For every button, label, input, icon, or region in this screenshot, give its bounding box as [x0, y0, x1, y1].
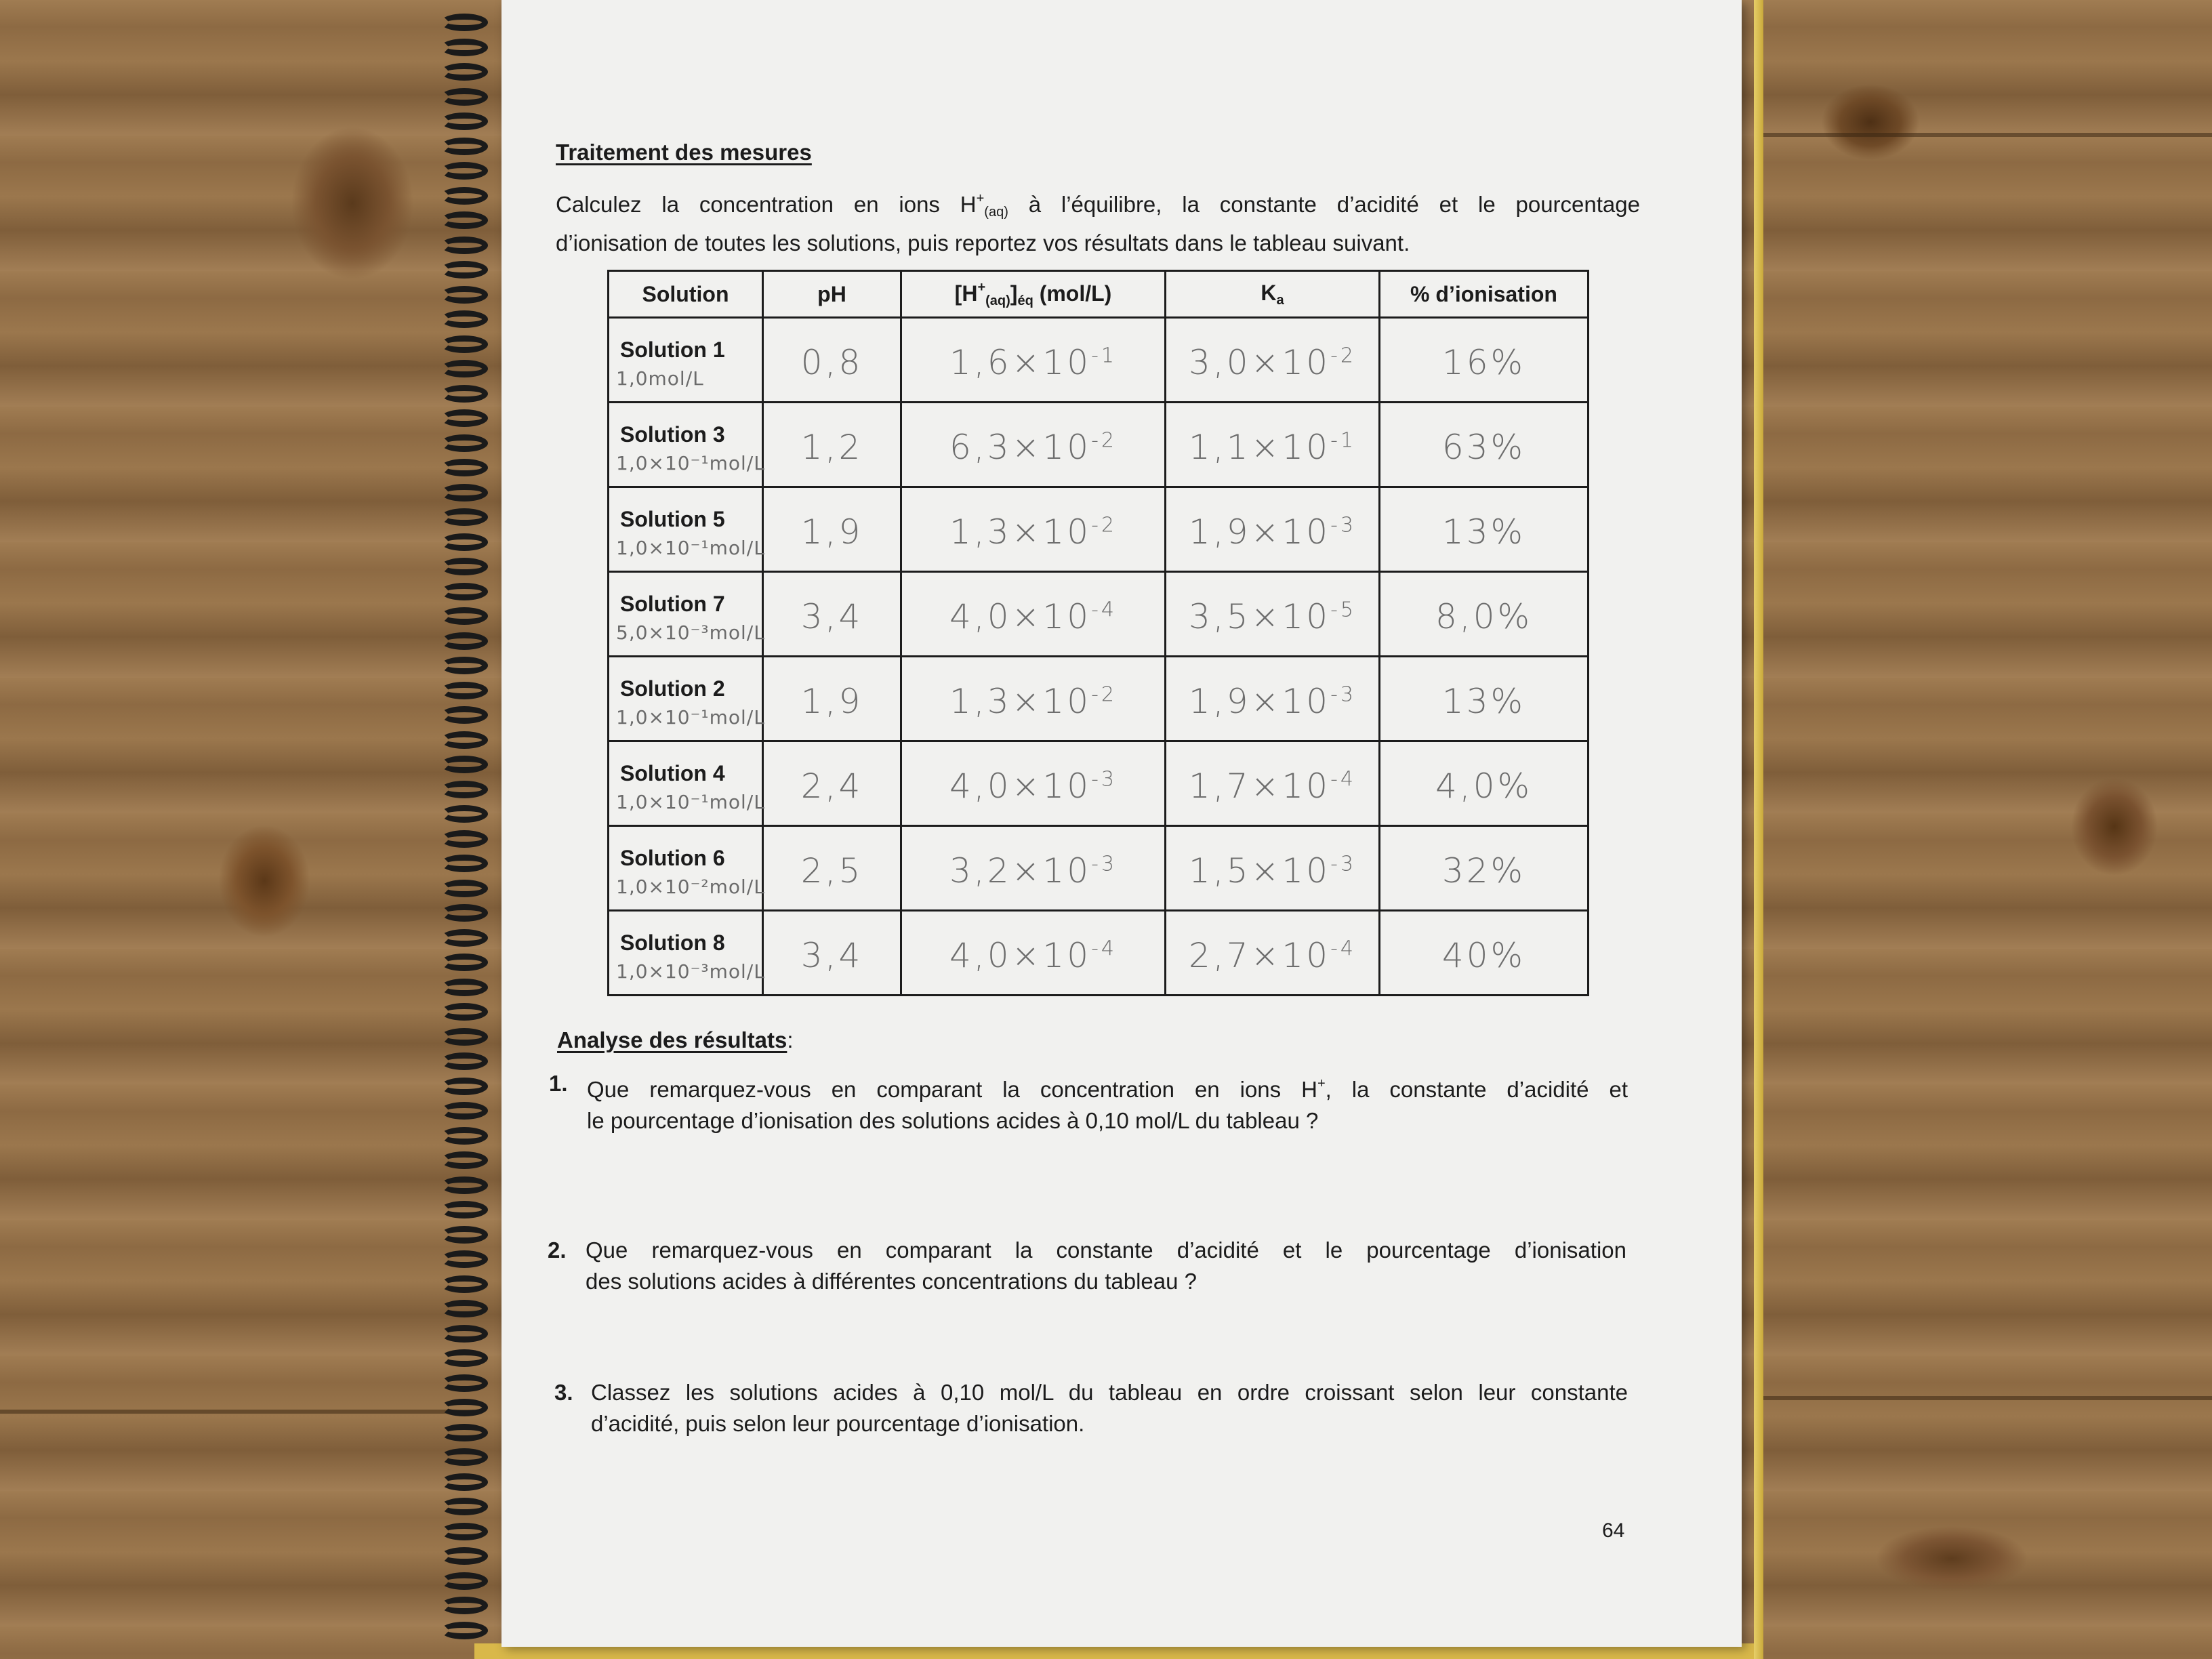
- cell-ionisation: [1380, 487, 1589, 572]
- h-exponent: -3: [1091, 767, 1117, 792]
- section-title: Traitement des mesures: [556, 140, 812, 165]
- cell-ionisation: [1380, 826, 1589, 911]
- cell-solution: [609, 318, 763, 403]
- cell-solution: [609, 403, 763, 487]
- solution-name: Solution 1: [620, 337, 725, 362]
- ka-mantissa: 1,9×10: [1189, 512, 1331, 552]
- h-concentration-value: [902, 512, 1164, 552]
- analysis-title-suffix: :: [787, 1027, 794, 1052]
- cell-ph: [763, 572, 901, 657]
- results-table: [607, 270, 1589, 996]
- cell-h-concentration: [901, 318, 1166, 403]
- cell-ionisation: [1380, 403, 1589, 487]
- question-3-number: 3.: [554, 1380, 573, 1405]
- ka-value: [1166, 512, 1378, 552]
- intro-text: à l’équilibre, la constante d’acidité et le pourcentage: [1008, 192, 1640, 217]
- cell-ka: [1166, 572, 1380, 657]
- table-row: [609, 657, 1589, 741]
- h-mantissa: 3,2×10: [949, 851, 1092, 890]
- solution-concentration: 1,0×10⁻²mol/L: [616, 876, 765, 898]
- intro-text: Calculez la concentration en ions H: [556, 192, 977, 217]
- question-2-line-2: des solutions acides à différentes concentrations du tableau ?: [586, 1269, 1197, 1294]
- cell-ka: [1166, 487, 1380, 572]
- ph-value: 2,4: [800, 766, 863, 806]
- cell-ka: [1166, 911, 1380, 996]
- header-ionisation: % d’ionisation: [1380, 271, 1589, 318]
- header-h-concentration: [901, 271, 1166, 318]
- h-mantissa: 4,0×10: [949, 936, 1092, 975]
- ka-exponent: -4: [1330, 937, 1356, 961]
- h-concentration-value: [902, 936, 1164, 975]
- ph-value: 1,9: [800, 682, 863, 721]
- cell-h-concentration: [901, 911, 1166, 996]
- cell-ionisation: [1380, 318, 1589, 403]
- table-row: [609, 572, 1589, 657]
- ka-mantissa: 1,7×10: [1189, 766, 1331, 806]
- solution-concentration: 1,0×10⁻¹mol/L: [616, 706, 765, 729]
- cell-ka: [1166, 826, 1380, 911]
- h-concentration-value: [902, 428, 1164, 467]
- h-mantissa: 1,3×10: [949, 512, 1092, 552]
- ka-mantissa: 3,5×10: [1189, 597, 1331, 636]
- intro-line-2: d’ionisation de toutes les solutions, puis reportez vos résultats dans le tableau suivant.: [556, 230, 1410, 255]
- ka-exponent: -3: [1330, 682, 1356, 707]
- h-exponent: -4: [1091, 937, 1117, 961]
- ph-value: 0,8: [800, 343, 863, 382]
- solution-name: Solution 8: [620, 930, 725, 955]
- ka-exponent: -4: [1330, 767, 1356, 792]
- header-ka: [1166, 271, 1380, 318]
- cell-solution: [609, 487, 763, 572]
- question-2-number: 2.: [548, 1237, 567, 1263]
- analysis-title: [557, 1027, 794, 1053]
- cell-solution: [609, 741, 763, 826]
- h-mantissa: 4,0×10: [949, 766, 1092, 806]
- cell-ph: [763, 826, 901, 911]
- question-1-line-1: [587, 1068, 1628, 1105]
- question-1-number: 1.: [549, 1071, 568, 1096]
- table-row: [609, 403, 1589, 487]
- ph-value: 3,4: [800, 597, 863, 636]
- ka-exponent: -1: [1330, 428, 1356, 453]
- ionisation-value: 13%: [1441, 512, 1526, 552]
- cell-ionisation: [1380, 657, 1589, 741]
- h-mantissa: 4,0×10: [949, 597, 1092, 636]
- question-2-text: [586, 1235, 1626, 1297]
- header-text: (mol/L): [1033, 281, 1112, 306]
- ka-value: [1166, 428, 1378, 467]
- ph-value: 1,9: [800, 512, 863, 552]
- cell-ph: [763, 657, 901, 741]
- header-text: K: [1261, 280, 1277, 305]
- ionisation-value: 16%: [1441, 343, 1526, 382]
- page-number: 64: [1602, 1519, 1625, 1542]
- ionisation-value: 4,0%: [1435, 766, 1533, 806]
- intro-sup: +: [976, 191, 985, 206]
- cell-h-concentration: [901, 826, 1166, 911]
- table-row: [609, 487, 1589, 572]
- h-mantissa: 1,3×10: [949, 682, 1092, 721]
- ka-value: [1166, 343, 1378, 382]
- cell-solution: [609, 911, 763, 996]
- ph-value: 3,4: [800, 936, 863, 975]
- question-1-text: [587, 1068, 1628, 1136]
- question-text: Que remarquez-vous en comparant la concentration en ions H: [587, 1077, 1317, 1102]
- ionisation-value: 32%: [1441, 851, 1526, 890]
- h-concentration-value: [902, 343, 1164, 382]
- cell-h-concentration: [901, 403, 1166, 487]
- ka-value: [1166, 597, 1378, 636]
- h-concentration-value: [902, 851, 1164, 890]
- ionisation-value: 63%: [1441, 428, 1526, 467]
- analysis-title-text: Analyse des résultats: [557, 1027, 787, 1052]
- cell-solution: [609, 572, 763, 657]
- solution-concentration: 1,0×10⁻¹mol/L: [616, 791, 765, 813]
- solution-concentration: 5,0×10⁻³mol/L: [616, 621, 765, 644]
- solution-name: Solution 5: [620, 507, 725, 531]
- ka-exponent: -3: [1330, 852, 1356, 876]
- intro-sub: (aq): [984, 205, 1008, 220]
- solution-name: Solution 6: [620, 846, 725, 870]
- h-exponent: -4: [1091, 598, 1117, 622]
- cell-h-concentration: [901, 657, 1166, 741]
- ka-mantissa: 2,7×10: [1189, 936, 1331, 975]
- cell-h-concentration: [901, 487, 1166, 572]
- solution-name: Solution 2: [620, 676, 725, 701]
- header-sup: +: [977, 279, 986, 295]
- question-3-text: [591, 1377, 1628, 1439]
- ionisation-value: 40%: [1441, 936, 1526, 975]
- ka-mantissa: 3,0×10: [1189, 343, 1331, 382]
- h-exponent: -2: [1091, 428, 1117, 453]
- question-3-line-1: Classez les solutions acides à 0,10 mol/L du tableau en ordre croissant selon leur constante: [591, 1380, 1628, 1405]
- header-sub: (aq): [985, 293, 1010, 308]
- header-sub: éq: [1017, 293, 1033, 308]
- question-2-line-1: Que remarquez-vous en comparant la constante d’acidité et le pourcentage d’ionisation: [586, 1237, 1626, 1263]
- cell-ionisation: [1380, 911, 1589, 996]
- cell-ka: [1166, 741, 1380, 826]
- ionisation-value: 13%: [1441, 682, 1526, 721]
- solution-concentration: 1,0×10⁻¹mol/L: [616, 452, 765, 474]
- question-text: , la constante d’acidité et: [1325, 1077, 1628, 1102]
- header-ph: pH: [763, 271, 901, 318]
- solution-name: Solution 3: [620, 422, 725, 447]
- ka-mantissa: 1,9×10: [1189, 682, 1331, 721]
- table-row: [609, 741, 1589, 826]
- ph-value: 1,2: [800, 428, 863, 467]
- ka-exponent: -2: [1330, 344, 1356, 368]
- header-text: ]: [1010, 281, 1018, 306]
- intro-line-1: [556, 183, 1640, 228]
- h-concentration-value: [902, 682, 1164, 721]
- h-mantissa: 6,3×10: [949, 428, 1092, 467]
- h-exponent: -1: [1091, 344, 1117, 368]
- cell-ionisation: [1380, 572, 1589, 657]
- cell-ph: [763, 911, 901, 996]
- cell-ph: [763, 741, 901, 826]
- intro-paragraph: [556, 183, 1640, 259]
- solution-concentration: 1,0mol/L: [616, 367, 704, 390]
- cell-ka: [1166, 657, 1380, 741]
- ka-value: [1166, 682, 1378, 721]
- cell-h-concentration: [901, 572, 1166, 657]
- table-header-row: [609, 271, 1589, 318]
- cell-ph: [763, 487, 901, 572]
- solution-concentration: 1,0×10⁻¹mol/L: [616, 537, 765, 559]
- cell-h-concentration: [901, 741, 1166, 826]
- solution-name: Solution 4: [620, 761, 725, 785]
- header-solution: Solution: [609, 271, 763, 318]
- h-concentration-value: [902, 597, 1164, 636]
- h-exponent: -3: [1091, 852, 1117, 876]
- h-exponent: -2: [1091, 682, 1117, 707]
- solution-name: Solution 7: [620, 592, 725, 616]
- table-row: [609, 318, 1589, 403]
- ionisation-value: 8,0%: [1435, 597, 1533, 636]
- ka-value: [1166, 851, 1378, 890]
- ka-mantissa: 1,5×10: [1189, 851, 1331, 890]
- cell-ionisation: [1380, 741, 1589, 826]
- ka-value: [1166, 936, 1378, 975]
- cell-ph: [763, 403, 901, 487]
- h-concentration-value: [902, 766, 1164, 806]
- cell-ph: [763, 318, 901, 403]
- question-3-line-2: d’acidité, puis selon leur pourcentage d’ionisation.: [591, 1411, 1085, 1436]
- cell-solution: [609, 657, 763, 741]
- ka-exponent: -5: [1330, 598, 1356, 622]
- ka-mantissa: 1,1×10: [1189, 428, 1331, 467]
- h-exponent: -2: [1091, 513, 1117, 537]
- bleed-through-text: [1410, 155, 1681, 178]
- question-1-line-2: le pourcentage d’ionisation des solutions acides à 0,10 mol/L du tableau ?: [587, 1108, 1319, 1133]
- table-row: [609, 911, 1589, 996]
- header-text: [H: [954, 281, 978, 306]
- cell-ka: [1166, 318, 1380, 403]
- question-sup: +: [1317, 1076, 1326, 1091]
- cell-ka: [1166, 403, 1380, 487]
- ka-value: [1166, 766, 1378, 806]
- solution-concentration: 1,0×10⁻³mol/L: [616, 960, 765, 983]
- table-body: [609, 318, 1589, 996]
- table-row: [609, 826, 1589, 911]
- h-mantissa: 1,6×10: [949, 343, 1092, 382]
- header-sub: a: [1276, 292, 1284, 308]
- ph-value: 2,5: [800, 851, 863, 890]
- ka-exponent: -3: [1330, 513, 1356, 537]
- cell-solution: [609, 826, 763, 911]
